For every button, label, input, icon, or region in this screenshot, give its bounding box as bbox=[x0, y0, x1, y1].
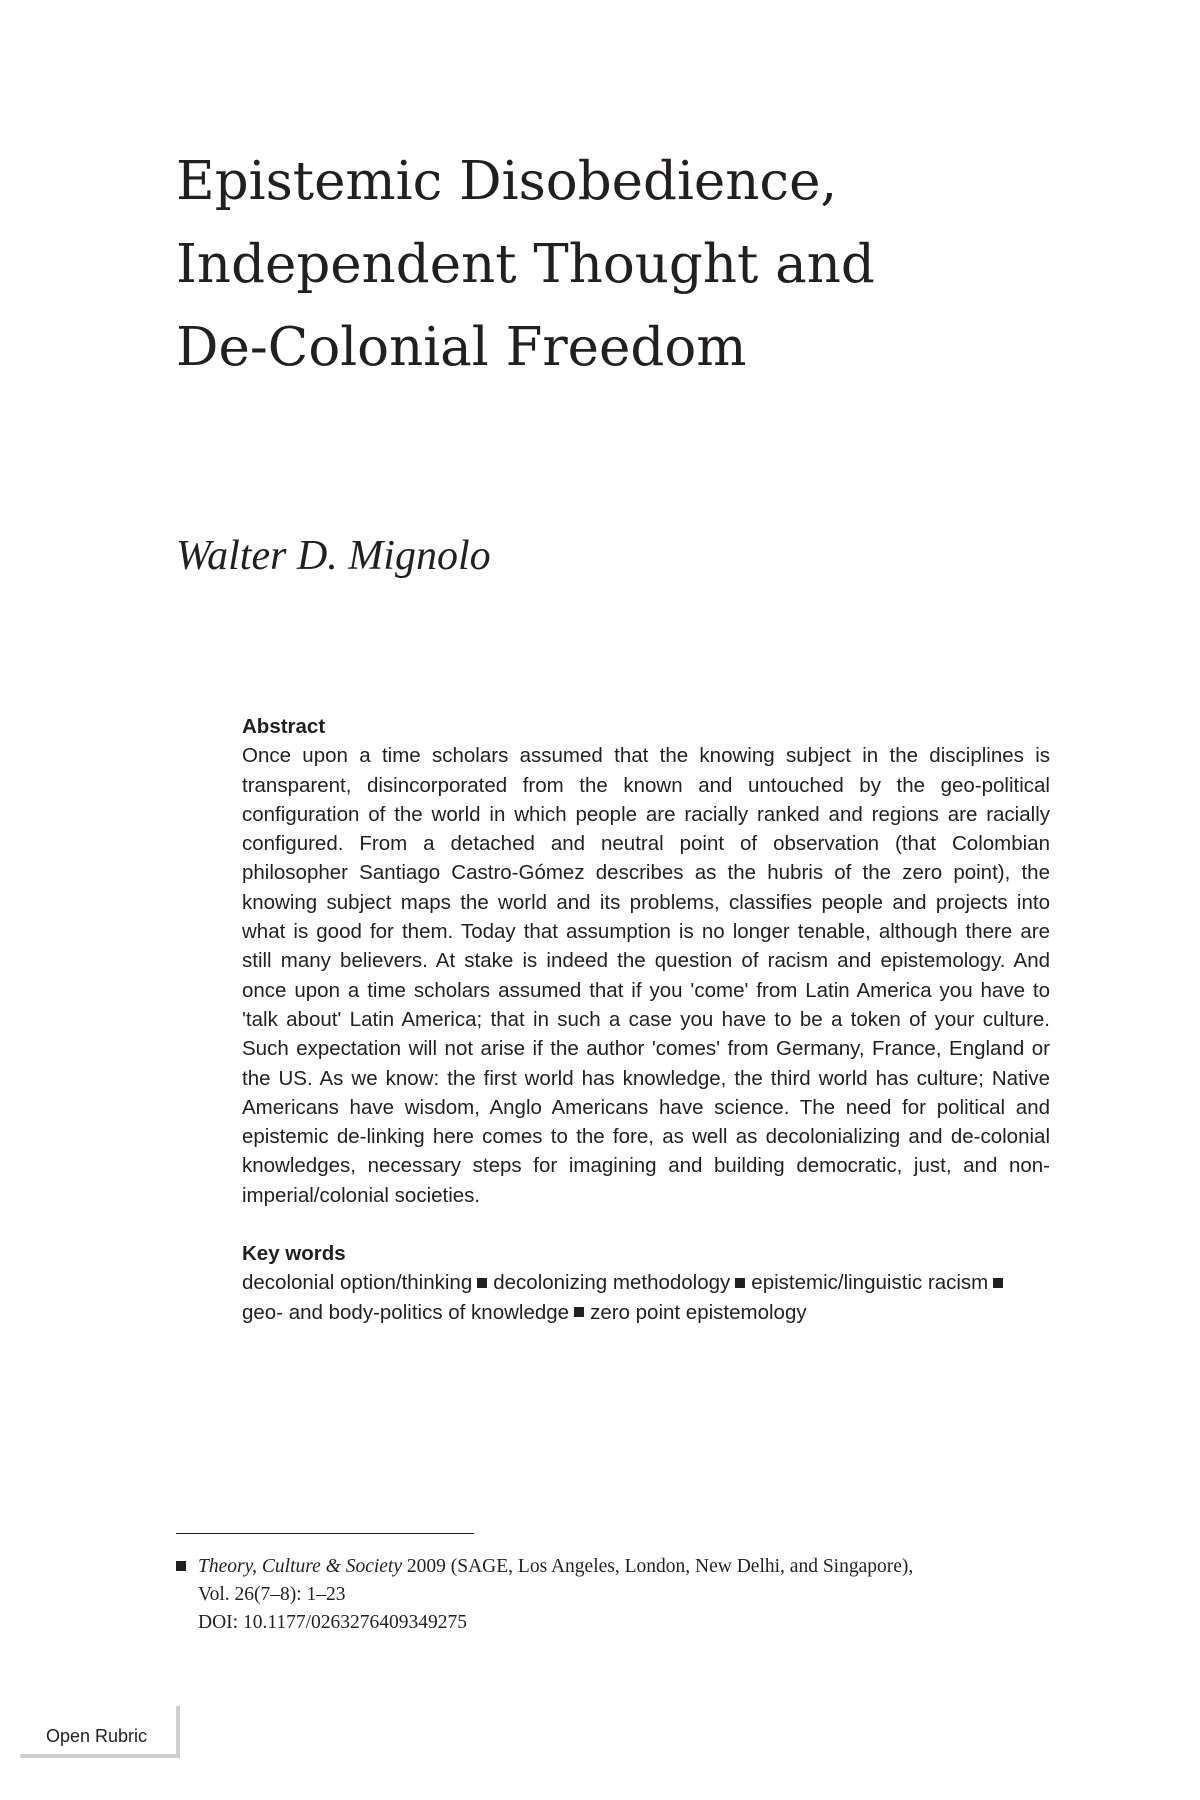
square-bullet-icon bbox=[993, 1278, 1003, 1288]
square-bullet-icon bbox=[735, 1278, 745, 1288]
citation-doi: DOI: 10.1177/0263276409349275 bbox=[198, 1612, 468, 1633]
keywords-heading: Key words bbox=[242, 1242, 346, 1266]
article-title bbox=[176, 140, 875, 389]
journal-name: Theory, Culture & Society bbox=[198, 1556, 402, 1577]
abstract-section bbox=[242, 712, 1050, 1327]
abstract-body: Once upon a time scholars assumed that the knowing subject in the disciplines is transparent, disincorporated from the known and untouched by the geo-political configuration of the world in which people are racially ranked and regions are racially configured. From a detached and neutral point of observation (that Colombian philosopher Santiago Castro-Gómez describes as the hubris of the zero point), the knowing subject maps the world and its problems, classifies people and projects into what is good for them. Today that assumption is no longer tenable, although there are still many believers. At stake is indeed the question of racism and epistemology. And once upon a time scholars assumed that if you 'come' from Latin America you have to 'talk about' Latin America; that in such a case you have to be a token of your culture. Such expectation will not arise if the author 'comes' from Germany, France, England or the US. As we know: the first world has knowledge, the third world has culture; Native Americans have wisdom, Anglo Americans have science. The need for political and epistemic de-linking here comes to the fore, as well as decolonializing and de-colonial knowledges, necessary steps for imagining and building democratic, just, and non-imperial/colonial societies. bbox=[242, 744, 1050, 1207]
keyword: geo- and body-politics of knowledge bbox=[242, 1300, 570, 1324]
title-line: Epistemic Disobedience, bbox=[176, 151, 838, 212]
citation-volume: Vol. 26(7–8): 1–23 bbox=[198, 1584, 346, 1605]
section-tab bbox=[20, 1706, 180, 1758]
title-line: De-Colonial Freedom bbox=[176, 317, 747, 378]
journal-citation bbox=[176, 1553, 1056, 1637]
footnote-divider bbox=[176, 1533, 474, 1534]
section-tab-label: Open Rubric bbox=[46, 1726, 148, 1746]
title-line: Independent Thought and bbox=[176, 234, 875, 295]
keyword: epistemic/linguistic racism bbox=[751, 1271, 989, 1295]
citation-publisher: 2009 (SAGE, Los Angeles, London, New Delhi, and Singapore), bbox=[406, 1556, 914, 1577]
keyword: decolonial option/thinking bbox=[242, 1271, 473, 1295]
square-bullet-icon bbox=[477, 1278, 487, 1288]
citation-line bbox=[176, 1553, 1056, 1581]
square-bullet-icon bbox=[176, 1561, 186, 1571]
abstract-heading: Abstract bbox=[242, 715, 326, 738]
keyword: decolonizing methodology bbox=[493, 1271, 731, 1295]
keywords-list bbox=[242, 1268, 1050, 1327]
square-bullet-icon bbox=[574, 1307, 584, 1317]
keyword: zero point epistemology bbox=[590, 1300, 807, 1324]
author-name: Walter D. Mignolo bbox=[176, 533, 491, 579]
